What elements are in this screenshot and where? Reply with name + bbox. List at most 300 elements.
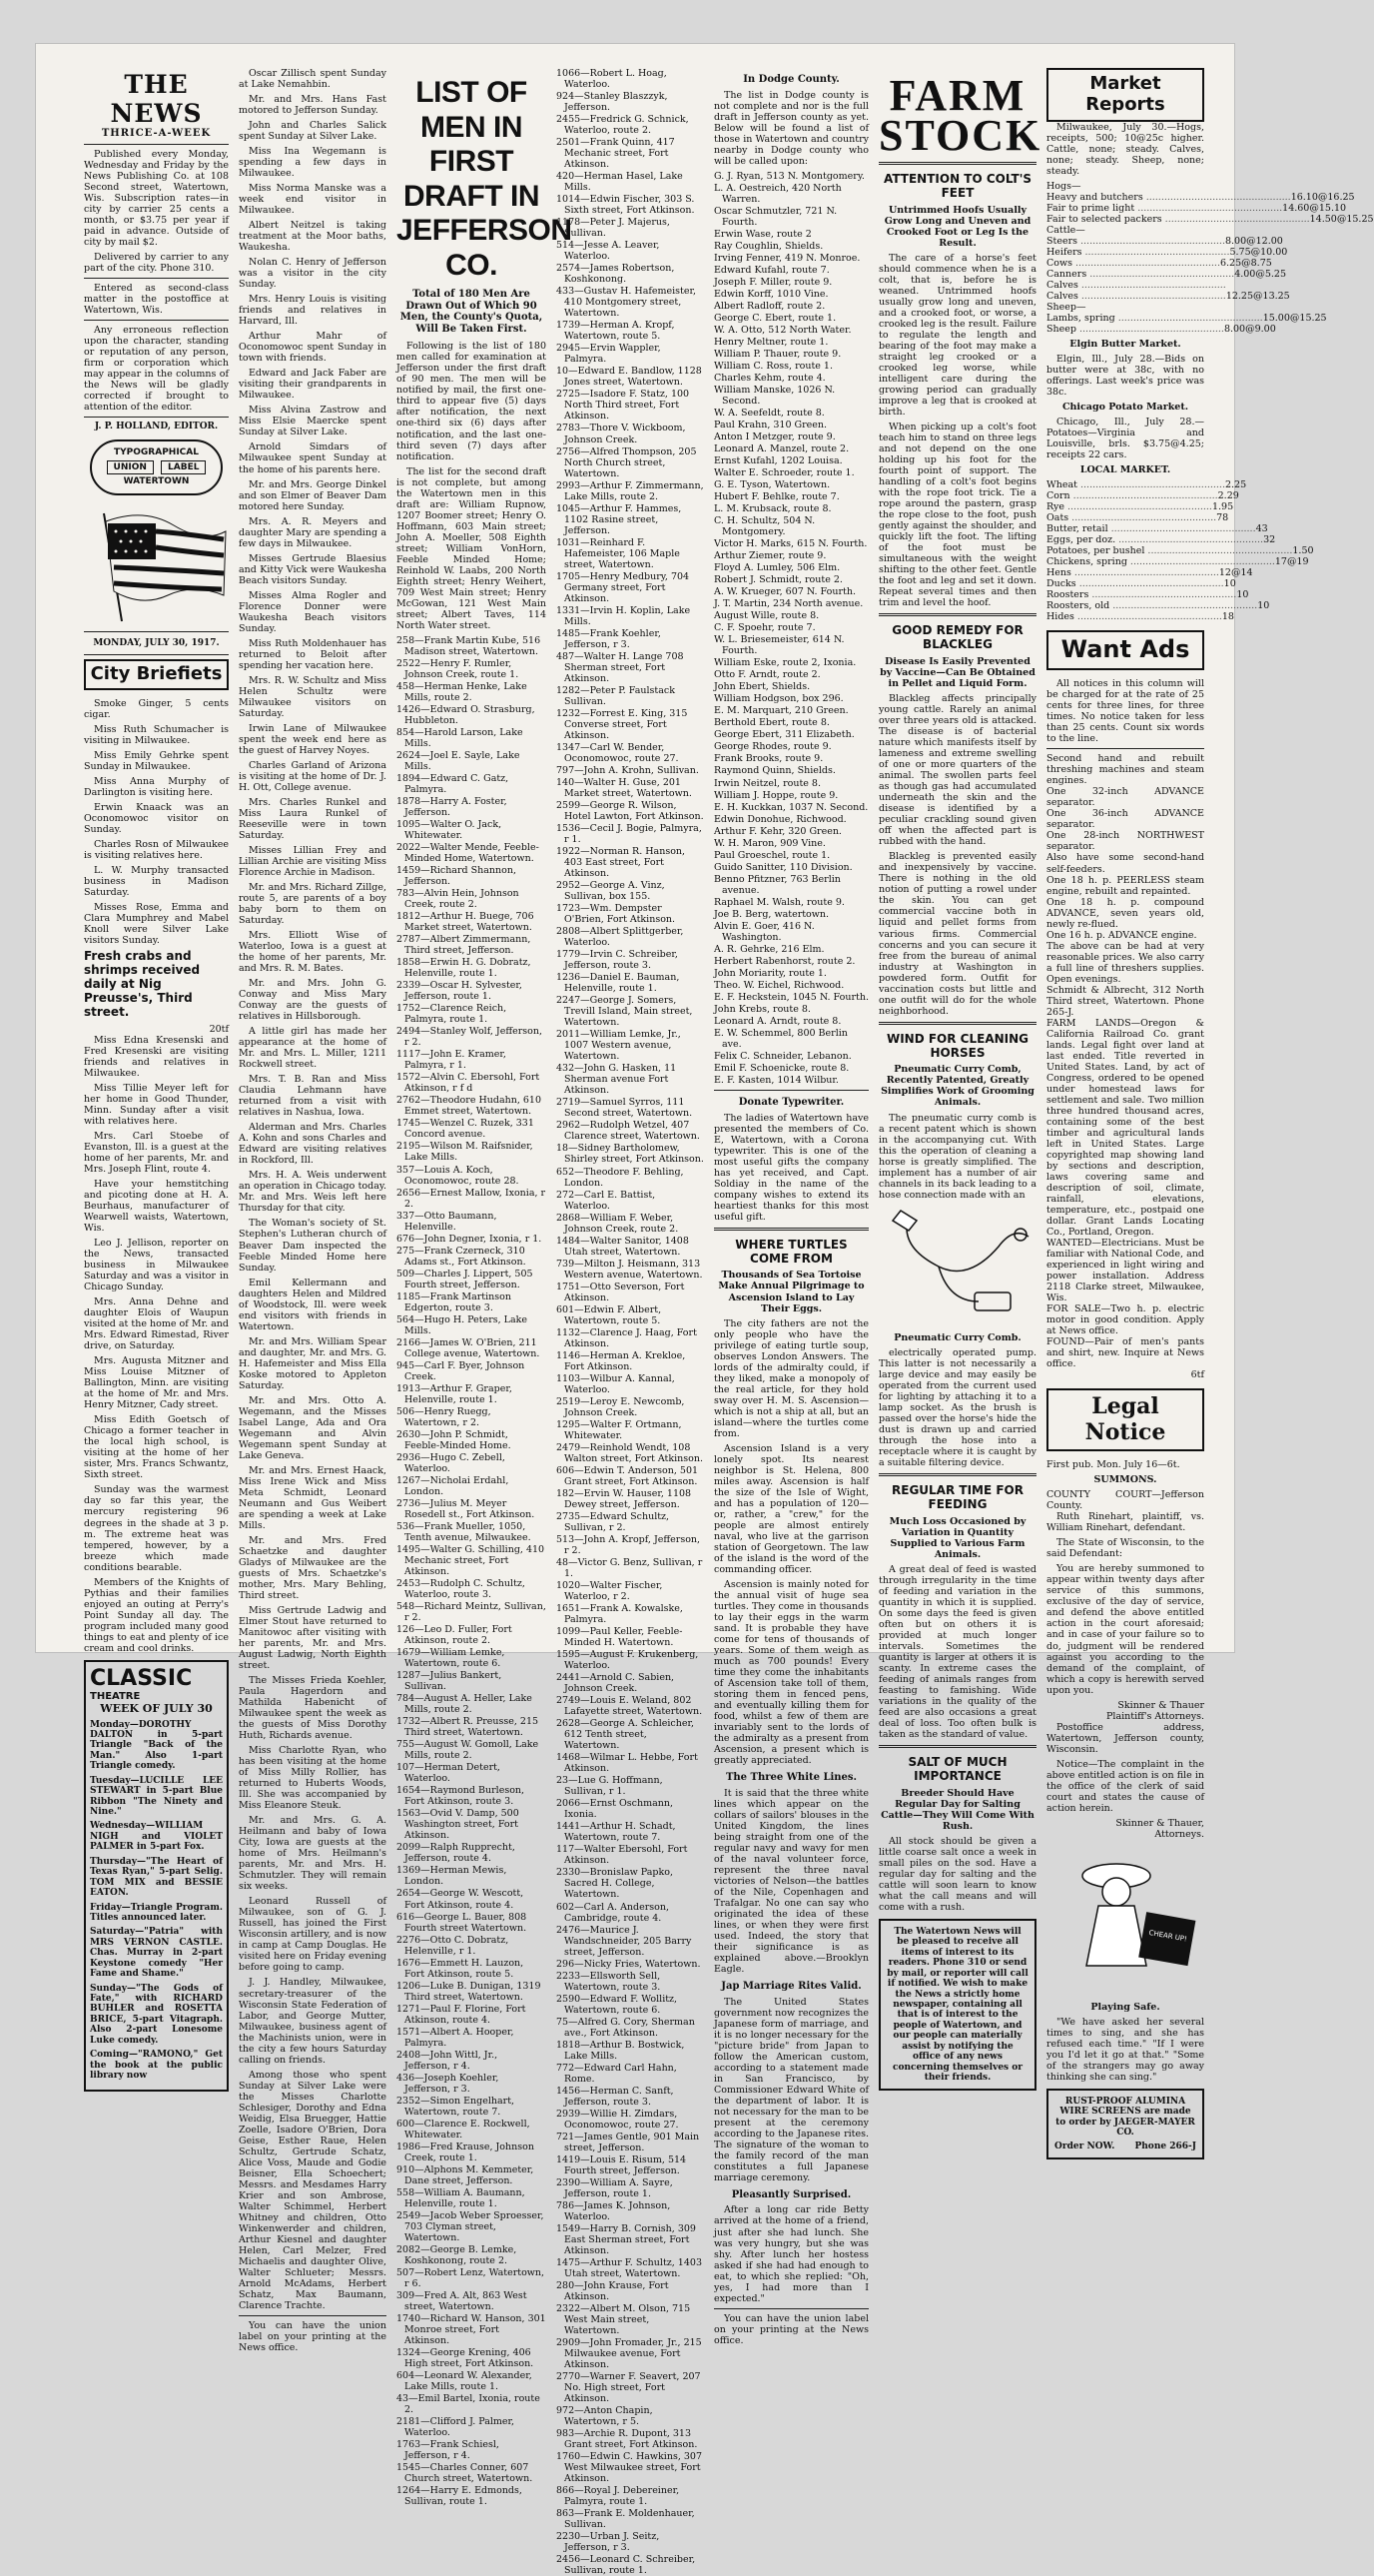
draft-entry: 2574—James Robertson, Koshkonong. [556, 263, 675, 286]
want-ad-item: Also have some second-hand self-feeders. [1046, 852, 1204, 875]
want-ad-item: One 18 h. p. PEERLESS steam engine, rebuilt and repainted. [1046, 874, 1204, 897]
draft-entry: 784—August A. Heller, Lake Mills, route 2. [396, 1693, 532, 1716]
draft-entry: 2453—Rudolph C. Schultz, Waterloo, route 3. [396, 1578, 525, 1601]
dodge-entry: E. H. Kuckkan, 1037 N. Second. [714, 801, 869, 813]
draft-entry: 272—Carl E. Battist, Waterloo. [556, 1189, 656, 1212]
issue-date: MONDAY, JULY 30, 1917. [93, 637, 220, 648]
draft-entry: 2456—Leonard C. Schreiber, Sullivan, route 1. [556, 2554, 696, 2576]
divider [714, 1228, 869, 1231]
dodge-entry: C. F. Spoehr, route 7. [714, 622, 816, 634]
draft-entry: 548—Richard Meintz, Sullivan, r 2. [396, 1601, 546, 1624]
want-ads-heading: Want Ads [1046, 630, 1204, 670]
news-item: Mr. and Mrs. William Spear and daughter, Mr. and Mrs. G. H. Hafemeister and Miss Ella Koske motored to Appleton Saturday. [239, 1335, 386, 1391]
dodge-entry: William Eske, route 2, Ixonia. [714, 657, 857, 669]
want-ad-item: One 16 h. p. ADVANCE engine. [1046, 929, 1197, 941]
brief-item: Mrs. Anna Dehne and daughter Elois of Waupun visited at the home of Mr. and Mrs. Edward Rimestad, River drive, on Saturday. [84, 1296, 229, 1352]
draft-entry: 507—Robert Lenz, Watertown, r 6. [396, 2267, 545, 2290]
draft-entry: 2749—Louis E. Weland, 802 Lafayette street, Watertown. [556, 1695, 703, 1718]
draft-entry: 983—Archie R. Dupont, 313 Grant street, Fort Atkinson. [556, 2428, 698, 2451]
dodge-entry: Emil F. Schoenicke, route 8. [714, 1062, 850, 1074]
fresh-crabs-code: 20tf [209, 1023, 229, 1035]
legal-role: Plaintiff's Attorneys. [1106, 1710, 1204, 1722]
draft-entry: 1031—Reinhard F. Hafemeister, 106 Maple street, Watertown. [556, 536, 680, 570]
news-item: Alderman and Mrs. Charles A. Kohn and sons Charles and Edward are visiting relatives in Rockford, Ill. [239, 1122, 386, 1167]
dodge-entry: Edward Kufahl, route 7. [714, 264, 830, 276]
union-label-logo [90, 439, 223, 494]
draft-entry: 1419—Louis E. Risum, 514 Fourth street, Jefferson. [556, 2153, 687, 2176]
market-item: Hens ..... [1046, 567, 1219, 578]
blackleg-heading: GOOD REMEDY FOR BLACKLEG [892, 623, 1024, 652]
draft-entry: 1347—Carl W. Bender, Oconomowoc, route 27. [556, 741, 679, 764]
feeding-subhead: Much Loss Occasioned by Variation in Quantity Supplied to Various Farm Animals. [889, 1515, 1027, 1560]
draft-entry: 1426—Edward O. Strasburg, Hubbleton. [396, 703, 535, 726]
dodge-entry: William P. Thauer, route 9. [714, 348, 842, 360]
alumina-ad [1046, 2089, 1204, 2159]
dodge-entry: George Ebert, 311 Elizabeth. [714, 729, 855, 741]
dodge-entry: Otto F. Arndt, route 2. [714, 669, 821, 681]
publisher-note: Published every Monday, Wednesday and Friday by the News Publishing Co. at 108 Second street, Watertown, Wis. Subscription rates—in city by carrier 25 cents a month, or $3.75 per year if paid in advance. Outside of city by mail $2. [84, 148, 229, 248]
market-item: Roosters, old ..... [1046, 600, 1257, 611]
draft-entry: 258—Frank Martin Kube, 516 Madison street, Watertown. [396, 634, 541, 657]
draft-entry: 1324—George Krening, 406 High street, Fort Atkinson. [396, 2347, 534, 2370]
want-ad-item: The above can be had at very reasonable prices. We also carry a full line of threshers supplies. Open evenings. [1046, 940, 1204, 985]
news-item: Mrs. A. R. Meyers and daughter Mary are spending a few days in Milwaukee. [239, 515, 386, 549]
news-item: Oscar Zillisch spent Sunday at Lake Nemahbin. [239, 68, 386, 91]
dodge-entry: Raymond Quinn, Shields. [714, 765, 836, 777]
market-row [1046, 589, 1249, 601]
dodge-entry: Alvin E. Goer, 416 N. Washington. [714, 920, 815, 943]
draft-entry: 1484—Walter Sanitor, 1408 Utah street, Watertown. [556, 1235, 689, 1258]
news-item: Mr. and Mrs. Fred Schaetzke and daughter Gladys of Milwaukee are the guests of Mrs. Schaetzke's mother, Mrs. Mary Behling, Third street. [239, 1534, 386, 1601]
dodge-entry: Joe B. Berg, watertown. [714, 908, 830, 920]
market-price: 12.25@13.25 [1225, 290, 1290, 302]
sheep-label: Sheep— [1046, 302, 1086, 313]
lines-heading: The Three White Lines. [725, 1772, 858, 1784]
draft-entry: 1723—Wm. Dempster O'Brien, Fort Atkinson. [556, 903, 676, 926]
surprised-heading: Pleasantly Surprised. [731, 2188, 852, 2200]
news-item: Leonard Russell of Milwaukee, son of G. J. Russell, has joined the First Wisconsin artillery, and is now in camp at Camp Douglas. He visited here on Friday evening before going to camp. [239, 1896, 386, 1974]
hogs-prices [1046, 191, 1374, 225]
draft-entry: 2519—Leroy E. Newcomb, Johnson Creek. [556, 1395, 685, 1418]
market-row [1046, 290, 1290, 302]
divider [879, 162, 1036, 165]
divider [239, 2315, 386, 2316]
flag-illustration [84, 503, 229, 623]
draft-entry: 2808—Albert Splittgerber, Waterloo. [556, 926, 684, 949]
market-item: Roosters ..... [1046, 589, 1236, 600]
draft-entry: 1651—Frank A. Kowalske, Palmyra. [556, 1603, 683, 1626]
hogs-label: Hogs— [1046, 180, 1081, 192]
market-item: Chickens, spring ..... [1046, 556, 1275, 567]
dodge-entry: August Wille, route 8. [714, 610, 820, 622]
draft-entry: 509—Charles J. Lippert, 505 Fourth street, Jefferson. [396, 1268, 533, 1290]
dodge-entry: Hubert F. Behlke, route 7. [714, 491, 840, 503]
dodge-entry: Ray Coughlin, Shields. [714, 240, 824, 252]
classic-week: WEEK OF JULY 30 [100, 1701, 213, 1715]
market-row [1046, 490, 1239, 502]
draft-entry: 2756—Alfred Thompson, 205 North Church street, Watertown. [556, 445, 697, 479]
draft-entry: 854—Harold Larson, Lake Mills. [396, 726, 523, 749]
news-item: Mr. and Mrs. Hans Fast motored to Jefferson Sunday. [239, 94, 386, 117]
news-item: Miss Norma Manske was a week end visitor in Milwaukee. [239, 183, 386, 217]
column-farm-stock [879, 68, 1042, 2084]
draft-entry: 616—George L. Bauer, 808 Fourth street Watertown. [396, 1911, 527, 1934]
news-item: Among those who spent Sunday at Silver Lake were the Misses Charlotte Schlesiger, Dorothy and Edna Weidig, Elsa Bruegger, Hattie Zoelle, Isadore O'Brien, Dora Geise, Esther Raue, Helen Schultz, Gertrude Schatz, Alice Voss, Maude and Godie Beisner, Ella Schoechert; Messrs. and Mesdames Harry Krier and son Ambrose, Walter Schimmel, Herbert Whitney and children, Otto Winkenwerder and children, Arthur Kiesnel and daughter Helen, Carl Melzer, Fred Michaelis and daughter Olive, Walter Schlueter; Messrs. Arnold McAdams, Herbert Schatz, Max Baumann, Clarence Trachte. [239, 2069, 386, 2311]
want-ad-item: WANTED—Electricians. Must be familiar with National Code, and experienced in light wiring and power installation. Address 2118 Clarke street, Milwaukee, Wis. [1046, 1238, 1204, 1304]
divider [84, 417, 229, 418]
elgin-body: Elgin, Ill., July 28.—Bids on butter were at 38c, with no offerings. Last week's price was 38c. [1046, 354, 1204, 399]
dodge-entry: Edwin Donohue, Richwood. [714, 813, 847, 825]
draft-entry: 2725—Isadore F. Statz, 100 North Third street, Fort Atkinson. [556, 389, 690, 423]
cattle-label: Cattle— [1046, 224, 1085, 236]
dodge-entry: Paul Groeschel, route 1. [714, 849, 831, 861]
draft-entry: 1287—Julius Bankert, Sullivan. [396, 1670, 502, 1693]
draft-entry: 436—Joseph Koehler, Jefferson, r 3. [396, 2072, 499, 2095]
dodge-entry: Oscar Schmutzler, 721 N. Fourth. [714, 205, 838, 228]
divider [714, 2308, 869, 2309]
jap-body: The United States government now recognizes the Japanese form of marriage, and it is no longer necessary for the "picture bride" from Japan to follow the American custom, according to a statement made in San Francisco, by Commissioner Edward White of the department of labor. It is not necessary for the man to be present at the ceremony according to the Japanese rites. The signature of the woman to the family record of the man constitutes a full Japanese marriage ceremony. [714, 1996, 869, 2183]
draft-entry: 721—James Gentle, 901 Main street, Jefferson. [556, 2131, 700, 2153]
city-briefs-heading: City Briefiets [84, 659, 229, 690]
column-draft-list [396, 68, 572, 2508]
draft-entry: 1020—Walter Fischer, Waterloo, r 2. [556, 1580, 663, 1603]
masthead-subtitle: THRICE-A-WEEK [101, 128, 212, 139]
draft-entry: 1818—Arthur B. Bostwick, Lake Mills. [556, 2039, 685, 2062]
dodge-entry: E. F. Heckstein, 1045 N. Fourth. [714, 991, 869, 1003]
dodge-heading: In Dodge County. [743, 74, 840, 85]
union-label-note: You can have the union label on your printing at the News office. [239, 2319, 386, 2353]
news-item: Mrs. T. B. Ran and Miss Claudia Lehmann have returned from a visit with relatives in Nashua, Iowa. [239, 1074, 386, 1119]
program-item: Saturday—"Patria" with MRS VERNON CASTLE. Chas. Murray in 2-part Keystone comedy "Her Fame and Shame." [90, 1927, 223, 1980]
draft-entry: 75—Alfred G. Cory, Sherman ave., Fort Atkinson. [556, 2016, 695, 2039]
news-item: J. J. Handley, Milwaukee, secretary-treasurer of the Wisconsin State Federation of Labor, and George Mutter, Milwaukee, business agent of the Machinists union, were in the city a few hours Saturday calling on friends. [239, 1977, 386, 2066]
dodge-entry: Walter E. Schroeder, route 1. [714, 467, 855, 479]
divider [84, 278, 229, 279]
draft-entry: 604—Leonard W. Alexander, Lake Mills, route 1. [396, 2370, 532, 2393]
dodge-name-list [714, 171, 869, 1086]
draft-entry: 1185—Frank Martinson Edgerton, route 3. [396, 1290, 511, 1313]
dodge-entry: Albert Radloff, route 2. [714, 300, 826, 312]
draft-entry: 1739—Herman A. Kropf, Watertown, route 5. [556, 320, 675, 343]
typewriter-body: The ladies of Watertown have presented the members of Co. E, Watertown, with a Corona typewriter. This is one of the most useful gifts the company has yet received, and Capt. Soldiay in the name of the company wishes to extend its heartiest thanks for this most useful gift. [714, 1112, 869, 1223]
draft-headline-line3: JEFFERSON CO. [396, 214, 572, 282]
draft-intro: Following is the list of 180 men called for examination at Jefferson under the first draft of 90 men. The men will be notified by mail, the first one-third to appear five (5) days after notification, the next one-third six (6) days after notification, and the last one-third seven (7) days after notification. [396, 341, 546, 462]
colt-heading: ATTENTION TO COLT'S FEET [883, 171, 1032, 200]
typewriter-heading: Donate Typewriter. [738, 1096, 845, 1108]
market-price: 10 [1236, 589, 1249, 601]
dodge-entry: John Krebs, route 8. [714, 1003, 811, 1015]
market-price: 43 [1255, 523, 1268, 535]
want-ad-item: FOR SALE—Two h. p. electric motor in good condition. Apply at News office. [1046, 1303, 1204, 1337]
market-item: Calves ..... [1046, 291, 1226, 302]
draft-entry: 652—Theodore F. Behling, London. [556, 1166, 684, 1189]
flag-icon [84, 503, 229, 623]
divider [879, 1473, 1036, 1476]
want-ad-item: One 36-inch ADVANCE separator. [1046, 808, 1204, 831]
legal-court: COUNTY COURT—Jefferson County. [1046, 1489, 1204, 1512]
draft-subhead: Total of 180 Men Are Drawn Out of Which 90 Men, the County's Quota, Will Be Taken First. [399, 289, 543, 335]
draft-entry: 2719—Samuel Syrros, 111 Second street, Watertown. [556, 1097, 693, 1120]
draft-entry: 1779—Irvin C. Schreiber, Jefferson, route 3. [556, 949, 678, 972]
wind-caption: Pneumatic Curry Comb. [894, 1331, 1022, 1343]
news-item: Misses Lillian Frey and Lillian Archie are visiting Miss Florence Archie in Madison. [239, 844, 386, 879]
dodge-entry: W. A. Seefeldt, route 8. [714, 408, 825, 420]
draft-intro: The list for the second draft is not complete, but among the Watertown men in this draft are: William Rupnow, 1207 Boomer street; Henry O. Hoffmann, 603 Main street; John A. Moeller, 508 Eighth street; William VonHorn, Feeble Minded Home; Reinhold W. Laabs, 200 North Eighth street; Henry Weihert, 709 West Main street; Henry McGowan, 121 West Main street; Albert Taves, 114 North Water street. [396, 465, 546, 631]
colt-body: The care of a horse's feet should commence when he is a colt, that is, before he is weaned. Untrimmed hoofs usually grow long and uneven, and a crooked foot, or worse, a crooked leg is the result. Failure to regulate the length and bearing of the foot may make a straight leg crooked or a crooked leg worse, while intelligent care during the growing period can gradually improve a leg that is crooked at birth. [879, 252, 1036, 419]
dodge-entry: Irwin Neitzel, route 8. [714, 777, 822, 789]
draft-entry: 1572—Alvin C. Ebersohl, Fort Atkinson, r f d [396, 1072, 540, 1095]
draft-entry: 140—Walter H. Guse, 201 Market street, Watertown. [556, 776, 692, 799]
turtles-body: Ascension is mainly noted for the annual visit of huge sea turtles. They come in thousands to lay their eggs in the warm sand. It is probable they have come for tens of thousands of years. Some of them weigh as much as 700 pounds! Every time they come the inhabitants of Ascension take toll of them, storing them in fenced pens, and eventually killing them for food, whilst a few of them are invariably sent to the lords of the admiralty as a present from Ascension, a present which is greatly appreciated. [714, 1578, 869, 1767]
newspaper-page [36, 44, 1374, 2576]
cartoon-illustration [1046, 1846, 1204, 1996]
dodge-entry: A. R. Gehrke, 216 Elm. [714, 943, 825, 955]
draft-entry: 2787—Albert Zimmermann, Third street, Jefferson. [396, 934, 531, 957]
draft-entry: 458—Herman Henke, Lake Mills, route 2. [396, 680, 527, 703]
wind-heading: WIND FOR CLEANING HORSES [886, 1031, 1030, 1060]
union-label-right: LABEL [161, 460, 206, 474]
turtles-body: Ascension Island is a very lonely spot. Its nearest neighbor is St. Helena, 800 miles away. Ascension is half the size of the Isle of Wight, and has a population of 120—or, rather, a "crew," for the people are almost entirely naval, who live at the garrison station of Georgetown. The law of the island is the word of the commanding officer. [714, 1442, 869, 1575]
draft-entry: 1103—Wilbur A. Kannal, Waterloo. [556, 1372, 675, 1395]
draft-entry: 1014—Edwin Fischer, 303 S. Sixth street, Fort Atkinson. [556, 194, 695, 217]
draft-entry: 2770—Warner F. Seavert, 207 No. High street, Fort Atkinson. [556, 2371, 701, 2405]
dodge-entry: William J. Hoppe, route 9. [714, 789, 839, 801]
draft-entry: 117—Walter Ebersohl, Fort Atkinson. [556, 1844, 688, 1867]
divider [714, 1090, 869, 1091]
brief-item: Leo J. Jellison, reporter on the News, transacted business in Milwaukee Saturday and was a visitor in Chicago Sunday. [84, 1238, 229, 1293]
draft-entry: 1763—Frank Schiesl, Jefferson, r 4. [396, 2439, 499, 2462]
divider [879, 1745, 1036, 1748]
legal-parties: Ruth Rinehart, plaintiff, vs. William Rinehart, defendant. [1046, 1511, 1204, 1534]
draft-entry: 1095—Walter O. Jack, Whitewater. [396, 819, 502, 842]
draft-entry: 2166—James W. O'Brien, 211 College avenue, Watertown. [396, 1336, 540, 1359]
draft-entry: 866—Royal J. Debereiner, Palmyra, route 1. [556, 2485, 680, 2508]
market-row [1046, 534, 1276, 546]
milwaukee-intro: Milwaukee, July 30.—Hogs, receipts, 500; 10@25c higher. Cattle, none; steady. Calves, none; steady. Sheep, none; steady. [1046, 121, 1204, 177]
draft-name-list [556, 68, 704, 2576]
market-row [1046, 611, 1234, 623]
draft-entry: 601—Edwin F. Albert, Watertown, route 5. [556, 1303, 662, 1326]
dodge-entry: Berthold Ebert, route 8. [714, 717, 830, 729]
salt-body: All stock should be given a little coarse salt once a week in small piles on the sod. Have a regular day for salting and the cattle will soon learn to know what the call means and will come with a rush. [879, 1835, 1036, 1913]
salt-heading: SALT OF MUCH IMPORTANCE [908, 1754, 1008, 1783]
dodge-entry: L. A. Oestreich, 420 North Warren. [714, 182, 842, 205]
cartoon-sign-text: CHEAR UP! [1147, 1928, 1188, 1944]
farm-stock-title [879, 71, 1042, 161]
market-row [1046, 268, 1287, 280]
draft-entry: 1456—Herman C. Sanft, Jefferson, route 3. [556, 2085, 674, 2108]
draft-entry: 1178—Peter J. Majerus, Sullivan. [556, 217, 670, 240]
draft-entry: 1740—Richard W. Hanson, 301 Monroe street, Fort Atkinson. [396, 2313, 546, 2347]
classic-theatre-ad [84, 1660, 229, 2092]
dodge-entry: Leonard A. Arndt, route 8. [714, 1015, 842, 1027]
legal-pub: First pub. Mon. July 16—6t. [1046, 1459, 1180, 1471]
draft-entry: 2247—George J. Somers, Trevill Island, Main street, Watertown. [556, 995, 693, 1029]
news-item: Misses Alma Rogler and Florence Donner were Waukesha Beach visitors Sunday. [239, 589, 386, 634]
playing-safe-body: "We have asked her several times to sing, and she has refused each time." "If I were you I'd let it go at that." "Some of the strangers may go away thinking she can sing." [1046, 2016, 1204, 2083]
draft-entry: 2339—Oscar H. Sylvester, Jefferson, route 1. [396, 980, 522, 1003]
curry-comb-illustration [879, 1207, 1036, 1326]
dodge-entry: E. W. Schemmel, 800 Berlin ave. [714, 1027, 848, 1050]
local-market-prices [1046, 479, 1314, 623]
cartoon-icon [1046, 1846, 1204, 1996]
column-draft-list-continued [556, 68, 704, 2576]
dodge-entry: Ernst Kufahl, 1202 Louisa. [714, 455, 843, 467]
draft-entry: 2011—William Lemke, Jr., 1007 Western avenue, Watertown. [556, 1029, 681, 1063]
feeding-body: A great deal of feed is wasted through irregularity in the time of feeding and variation in the quantity in which it is supplied. On some days the feed is given often but on others it is provided at much longer intervals. Sometimes the quantity is larger at others it is scanty. In extreme cases the feeding of animals ranges from feasting to famishing. Wide variations in the quality of the feed are also occasions a great deal of loss. Too often bulk is taken as the standard of value. [879, 1563, 1036, 1740]
brief-item: L. W. Murphy transacted business in Madison Saturday. [84, 865, 229, 899]
column-markets-ads [1046, 68, 1374, 2151]
market-item: Wheat ..... [1046, 479, 1225, 490]
draft-entry: 309—Fred A. Alt, 863 West street, Watertown. [396, 2290, 527, 2313]
draft-entry: 1878—Harry A. Foster, Jefferson. [396, 796, 507, 819]
market-price: 1.50 [1292, 545, 1314, 557]
brief-item: Smoke Ginger, 5 cents cigar. [84, 698, 229, 721]
dodge-entry: Charles Kehm, route 4. [714, 372, 826, 384]
market-row [1046, 512, 1229, 524]
dodge-entry: John Moriarity, route 1. [714, 967, 827, 979]
market-item: Butter, retail ..... [1046, 523, 1256, 534]
editor-line: J. P. HOLLAND, EDITOR. [94, 421, 219, 431]
column-layout [84, 68, 1374, 2576]
news-item: Mr. and Mrs. Ernest Haack, Miss Irene Wick and Miss Meta Schmidt, Leonard Neumann and Gus Weibert are spending a week at Lake Mills. [239, 1464, 386, 1531]
legal-notice-heading: Legal Notice [1046, 1388, 1204, 1451]
elgin-heading: Elgin Butter Market. [1069, 339, 1181, 351]
draft-entry: 2181—Clifford J. Palmer, Waterloo. [396, 2416, 515, 2439]
draft-entry: 23—Lue G. Hoffmann, Sullivan, r 1. [556, 1775, 663, 1798]
program-item: Sunday—"The Gods of Fate," with RICHARD BUHLER and ROSETTA BRICE, 5-part Vitagraph. Also 2-part Lonesome Luke comedy. [90, 1983, 223, 2046]
legal-state: The State of Wisconsin, to the said Defendant: [1046, 1537, 1204, 1560]
local-market-heading: LOCAL MARKET. [1079, 464, 1171, 476]
draft-entry: 1459—Richard Shannon, Jefferson. [396, 865, 516, 888]
market-price: 14.60@15.10 [1282, 202, 1347, 214]
draft-entry: 1986—Fred Krause, Johnson Creek, route 1. [396, 2141, 534, 2163]
draft-entry: 2322—Albert M. Olson, 715 West Main street, Watertown. [556, 2303, 691, 2337]
draft-entry: 2936—Hugo C. Zebell, Waterloo. [396, 1451, 505, 1474]
draft-entry: 1295—Walter F. Ortmann, Whitewater. [556, 1418, 682, 1441]
market-row [1046, 191, 1355, 203]
dodge-entry: Joseph F. Miller, route 9. [714, 276, 833, 288]
brief-item: Miss Emily Gehrke spent Sunday in Milwaukee. [84, 750, 229, 773]
market-item: Steers ..... [1046, 236, 1225, 247]
colt-body: When picking up a colt's foot teach him to stand on three legs and not depend on the one holding up his foot for the fourth point of support. The handling of a colt's foot begins with the rope foot trick. Tie a rope around the pastern, grasp the rope close to the foot, push gently against the shoulder, and quickly lift the foot. The lifting of the foot must be simultaneous with the weight shifting to the other feet. Gentle the foot and leg and set it down. Repeat several times and then trim and level the hoof. [879, 422, 1036, 609]
farm-stock-line1: FARM [889, 71, 1027, 120]
reflection-note: Any erroneous reflection upon the character, standing or reputation of any person, firm or corporation which may appear in the columns of the News will be gladly corrected if brought to attention of the editor. [84, 324, 229, 413]
draft-entry: 2909—John Fromader, Jr., 215 Milwaukee avenue, Fort Atkinson. [556, 2337, 702, 2371]
draft-entry: 2522—Henry F. Rumler, Johnson Creek, route 1. [396, 657, 519, 680]
divider [84, 654, 229, 655]
draft-entry: 506—Henry Ruegg, Watertown, r 2. [396, 1405, 491, 1428]
draft-entry: 910—Alphons M. Kemmeter, Dane street, Jefferson. [396, 2163, 534, 2186]
draft-entry: 43—Emil Bartel, Ixonia, route 2. [396, 2393, 540, 2416]
wind-subhead: Pneumatic Curry Comb, Recently Patented, Greatly Simplifies Work of Grooming Animals. [881, 1064, 1034, 1109]
draft-entry: 2630—John P. Schmidt, Feeble-Minded Home. [396, 1428, 511, 1451]
program-item: Tuesday—LUCILLE LEE STEWART in 5-part Blue Ribbon "The Ninety and Nine." [90, 1775, 223, 1818]
draft-entry: 772—Edward Carl Hahn, Rome. [556, 2062, 677, 2085]
divider [879, 1022, 1036, 1025]
market-row [1046, 324, 1276, 336]
draft-headline [396, 76, 572, 283]
market-price: 4.00@5.25 [1234, 268, 1287, 280]
turtles-subhead: Thousands of Sea Tortoise Make Annual Pilgrimage to Ascension Island to Lay Their Eggs. [718, 1270, 865, 1314]
blackleg-subhead: Disease Is Easily Prevented by Vaccine—Can Be Obtained in Pellet and Liquid Form. [880, 656, 1035, 690]
jap-heading: Jap Marriage Rites Valid. [721, 1981, 862, 1993]
market-row [1046, 545, 1314, 557]
legal-role-2: Attorneys. [1154, 1828, 1204, 1840]
market-item: Fair to prime light ..... [1046, 203, 1282, 214]
alumina-phone: Phone 266-J [1134, 2141, 1196, 2151]
draft-entry: 1752—Clarence Reich, Palmyra, route 1. [396, 1003, 507, 1026]
masthead-title: THE NEWS [110, 70, 203, 128]
dodge-entry: Paul Krahn, 310 Green. [714, 420, 828, 431]
draft-entry: 1045—Arthur F. Hammes, 1102 Rasine street, Jefferson. [556, 502, 682, 536]
brief-item: Erwin Knaack was an Oconomowoc visitor on Sunday. [84, 802, 229, 836]
news-item: Arthur Mahr of Oconomowoc spent Sunday in town with friends. [239, 331, 386, 365]
draft-entry: 2441—Arnold C. Sabien, Johnson Creek. [556, 1672, 675, 1695]
draft-entry: 1676—Emmett H. Lauzon, Fort Atkinson, route 5. [396, 1957, 524, 1980]
market-price: 16.10@16.25 [1290, 191, 1355, 203]
entered-note: Entered as second-class matter in the postoffice at Watertown, Wis. [84, 282, 229, 316]
draft-entry: 2962—Rudolph Wetzel, 407 Clarence street, Watertown. [556, 1120, 700, 1143]
draft-entry: 2352—Simon Engelhart, Watertown, route 7. [396, 2095, 515, 2118]
market-item: Sheep ..... [1046, 324, 1224, 335]
draft-entry: 433—Gustav H. Hafemeister, 410 Montgomery street, Watertown. [556, 286, 696, 320]
draft-entry: 2022—Walter Mende, Feeble-Minded Home, Watertown. [396, 842, 539, 865]
news-item: Arnold Simdars of Milwaukee spent Sunday at the home of his parents here. [239, 441, 386, 475]
draft-entry: 487—Walter H. Lange 708 Sherman street, Fort Atkinson. [556, 650, 684, 684]
dodge-entry: Felix C. Schneider, Lebanon. [714, 1050, 852, 1062]
market-row [1046, 523, 1268, 535]
news-item: Edward and Jack Faber are visiting their grandparents in Milwaukee. [239, 368, 386, 402]
dodge-intro: The list in Dodge county is not complete and nor is the full draft in Jefferson county as yet. Below will be found a list of those in Watertown and country nearby in Dodge county who will be called upon: [714, 89, 869, 167]
brief-item: Misses Rose, Emma and Clara Mumphrey and Mabel Knoll were Silver Lake visitors Sunday. [84, 902, 229, 947]
cattle-prices [1046, 235, 1290, 302]
draft-entry: 1485—Frank Koehler, Jefferson, r 3. [556, 627, 661, 650]
draft-entry: 280—John Krause, Fort Atkinson. [556, 2280, 669, 2303]
program-item: Thursday—"The Heart of Texas Ryan," 5-part Selig. TOM MIX and BESSIE EATON. [90, 1856, 223, 1899]
draft-entry: 564—Hugo H. Peters, Lake Mills. [396, 1313, 528, 1336]
news-item: Miss Charlotte Ryan, who has been visiting at the home of Miss Milly Rollier, has returned to Huberts Woods, Ill. She was accompanied by Miss Eleanore Steuk. [239, 1745, 386, 1812]
draft-entry: 1545—Charles Conner, 607 Church street, Watertown. [396, 2462, 533, 2485]
draft-entry: 1549—Harry B. Cornish, 309 East Sherman street, Fort Atkinson. [556, 2222, 696, 2256]
brief-item: Miss Edith Goetsch of Chicago a former teacher in the local high school, is visiting at the home of her sister, Mrs. Francs Schwantz, Sixth street. [84, 1414, 229, 1481]
draft-entry: 2624—Joel E. Sayle, Lake Mills. [396, 749, 520, 772]
dodge-entry: G. E. Tyson, Watertown. [714, 479, 831, 491]
draft-entry: 2230—Urban J. Seitz, Jefferson, r 3. [556, 2531, 660, 2554]
want-ad-item: FOUND—Pair of men's pants and shirt, new. Inquire at News office. [1046, 1336, 1204, 1370]
draft-entry: 2945—Ervin Wappler, Palmyra. [556, 343, 661, 366]
market-row [1046, 246, 1288, 258]
news-item: Mrs. Charles Runkel and Miss Laura Runkel of Reeseville were in town Saturday. [239, 796, 386, 841]
dodge-entry: John Ebert, Shields. [714, 681, 811, 693]
draft-entry: 1468—Wilmar L. Hebbe, Fort Atkinson. [556, 1752, 698, 1775]
program-item: Coming—"RAMONO," Get the book at the public library now [90, 2050, 223, 2082]
market-price: 8.00@9.00 [1223, 324, 1276, 336]
market-item: Calves ..... [1046, 280, 1226, 291]
market-item: Cows ..... [1046, 258, 1220, 269]
draft-entry: 755—August W. Gomoll, Lake Mills, route 2. [396, 1739, 539, 1762]
market-row [1046, 313, 1327, 325]
news-item: Miss Ina Wegemann is spending a few days in Milwaukee. [239, 146, 386, 180]
turtles-body: The city fathers are not the only people who have the privilege of eating turtle soup, observes London Answers. The lords of the admiralty could, if they liked, make a monopoly of the real article, for they hold sway over H. M. S. Ascension—which is not a ship at all, but an island—where the turtles come from. [714, 1317, 869, 1439]
news-item: Mrs. Elliott Wise of Waterloo, Iowa is a guest at the home of her parents, Mr. and Mrs. R. M. Bates. [239, 930, 386, 975]
draft-entry: 420—Herman Hasel, Lake Mills. [556, 171, 683, 194]
draft-entry: 2868—William F. Weber, Johnson Creek, route 2. [556, 1212, 679, 1235]
market-item: Ducks ..... [1046, 578, 1224, 589]
news-items-box: The Watertown News will be pleased to receive all items of interest to its readers. Phone 310 or send by mail, or reporter will call if notified. We wish to make the News a strictly home newspaper, containing all that is of interest to the people of Watertown, and our people can materially assist by notifying the office of any news concerning themselves or their friends. [879, 1919, 1036, 2092]
classic-title: CLASSIC [90, 1665, 193, 1691]
dodge-entry: Leonard A. Manzel, route 2. [714, 443, 850, 455]
